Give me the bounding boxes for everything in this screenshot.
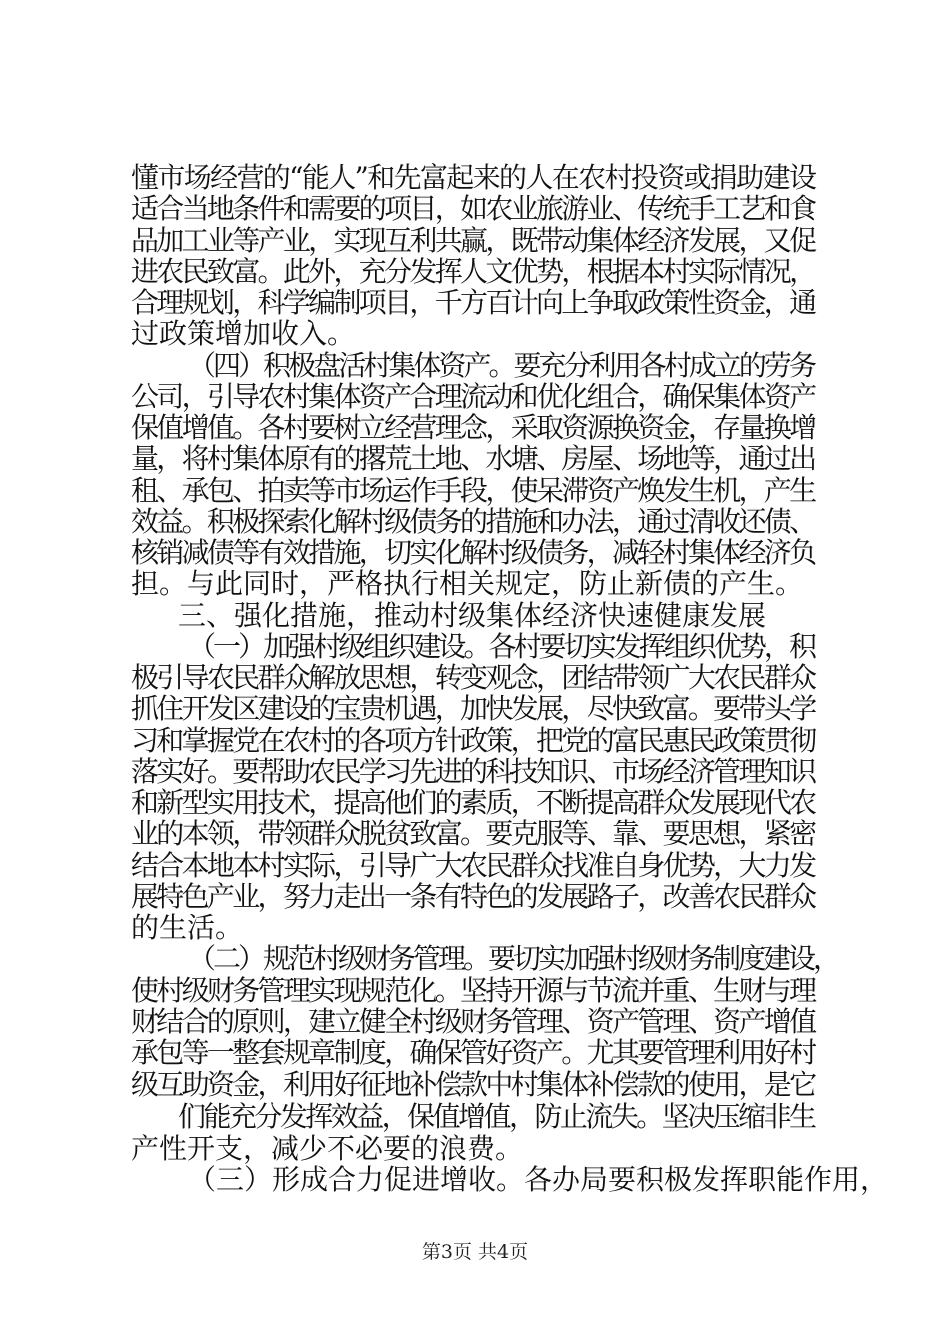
text-line: 的生活。	[131, 911, 244, 944]
text-line: 效益。积极探索化解村级债务的措施和办法，通过清收还债、	[131, 505, 815, 538]
text-line: （三）形成合力促进增收。各办局要积极发挥职能作用，	[188, 1163, 889, 1196]
text-line: 适合当地条件和需要的项目，如农业旅游业、传统手工艺和食	[131, 192, 815, 225]
text-line: 和新型实用技术，提高他们的素质，不断提高群众发展现代农	[131, 786, 815, 819]
text-line: 担。与此同时，严格执行相关规定，防止新债的产生。	[131, 567, 804, 600]
text-line: 合理规划，科学编制项目，千方百计向上争取政策性资金，通	[131, 286, 815, 319]
text-line: 公司，引导农村集体资产合理流动和优化组合，确保集体资产	[131, 380, 815, 413]
text-line: 落实好。要帮助农民学习先进的科技知识、市场经济管理知识	[131, 755, 815, 788]
text-line: （一）加强村级组织建设。各村要切实发挥组织优势，积	[188, 630, 815, 663]
text-line: 展特色产业，努力走出一条有特色的发展路子，改善农民群众	[131, 880, 815, 913]
text-line: 懂市场经营的“能人”和先富起来的人在农村投资或捐助建设	[131, 161, 816, 194]
text-line: 抓住开发区建设的宝贵机遇，加快发展，尽快致富。要带头学	[131, 692, 815, 725]
text-line: 保值增值。各村要树立经营理念，采取资源换资金，存量换增	[131, 411, 815, 444]
text-line: 极引导农民群众解放思想，转变观念，团结带领广大农民群众	[131, 661, 815, 694]
text-line: 级互助资金，利用好征地补偿款中村集体补偿款的使用，是它	[131, 1068, 815, 1101]
text-line: 产性开支，减少不必要的浪费。	[131, 1132, 524, 1165]
text-line: 租、承包、拍卖等市场运作手段，使呆滞资产焕发生机，产生	[131, 474, 815, 507]
text-line: 业的本领，带领群众脱贫致富。要克服等、靠、要思想，紧密	[131, 817, 815, 850]
text-line: 核销减债等有效措施，切实化解村级债务，减轻村集体经济负	[131, 536, 815, 569]
section-heading: 三、强化措施，推动村级集体经济快速健康发展	[178, 599, 767, 632]
text-line: 进农民致富。此外，充分发挥人文优势，根据本村实际情况，	[131, 255, 815, 288]
text-line: 量，将村集体原有的撂荒土地、水塘、房屋、场地等，通过出	[131, 442, 815, 475]
text-line: 使村级财务管理实现规范化。坚持开源与节流并重、生财与理	[131, 974, 815, 1007]
text-line: 承包等一整套规章制度，确保管好资产。尤其要管理利用好村	[131, 1036, 815, 1069]
text-line: 们能充分发挥效益，保值增值，防止流失。坚决压缩非生	[178, 1100, 815, 1133]
page-number-footer: 第3页 共4页	[421, 1241, 529, 1263]
text-line: 财结合的原则，建立健全村级财务管理、资产管理、资产增值	[131, 1005, 815, 1038]
text-line: （二）规范村级财务管理。要切实加强村级财务制度建设，	[188, 942, 839, 975]
text-line: 结合本地本村实际，引导广大农民群众找准自身优势，大力发	[131, 849, 815, 882]
text-line: 品加工业等产业，实现互利共赢，既带动集体经济发展，又促	[131, 224, 815, 257]
text-line: （四）积极盘活村集体资产。要充分利用各村成立的劳务	[188, 349, 815, 382]
text-line: 过政策增加收入。	[131, 317, 356, 350]
text-line: 习和掌握党在农村的各项方针政策，把党的富民惠民政策贯彻	[131, 724, 815, 757]
